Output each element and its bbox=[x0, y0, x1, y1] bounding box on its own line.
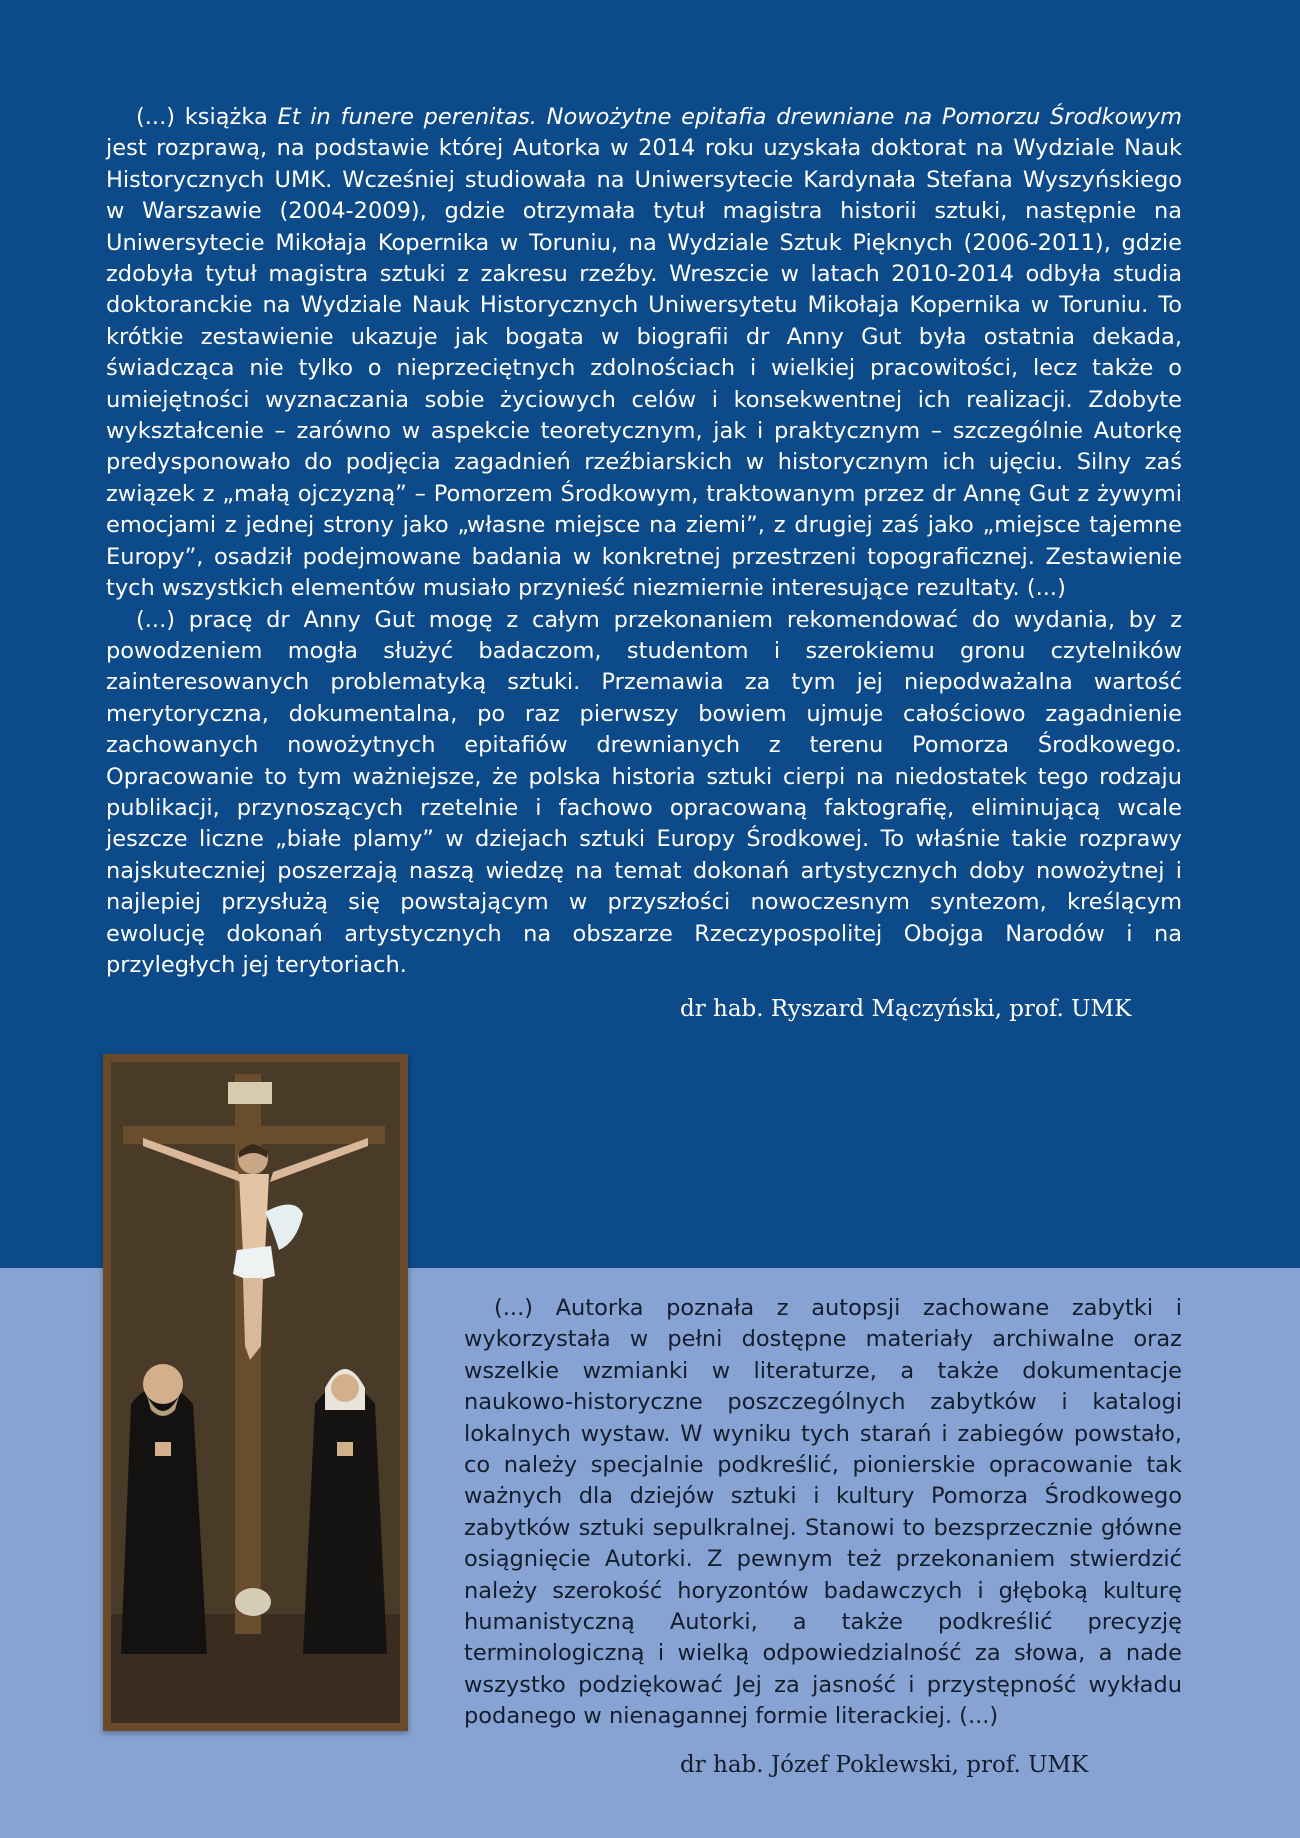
female-donor-face bbox=[331, 1374, 359, 1402]
male-donor-robe bbox=[121, 1385, 207, 1654]
review-text-poklewski bbox=[464, 1293, 1182, 1733]
review-2-paragraph: (...) Autorka poznała z autopsji zachowane zabytki i wykorzystała w pełni dostępne materiały archiwalne oraz wszelkie wzmianki w literaturze, a także dokumentacje naukowo-historyczne poszczególnych zabytków i katalogi lokalnych wystaw. W wyniku tych starań i zabiegów powstało, co należy specjalnie podkreślić, pionierskie opracowanie tak ważnych dla dziejów sztuki i kultury Pomorza Środkowego zabytków sztuki sepulkralnej. Stanowi to bezsprzecznie główne osiągnięcie Autorki. Z pewnym też przekonaniem stwierdzić należy szerokość horyzontów badawczych i głęboką kulturę humanistyczną Autorki, a także podkreślić precyzję terminologiczną i wielką odpowiedzialność za słowa, a nade wszystko podziękować Jej za jasność i przystępność wykładu podanego w nienagannej formie literackiej. (...) bbox=[464, 1295, 1182, 1730]
cross-horizontal-beam bbox=[123, 1126, 385, 1144]
review-1-paragraph-1-rest: jest rozprawą, na podstawie której Autorka w 2014 roku uzyskała doktorat na Wydziale Nauk Historycznych UMK. Wcześniej studiowała na Uniwersytecie Kardynała Stefana Wyszyńskiego w Warszawie (2004-2009), gdzie otrzymała tytuł magistra historii sztuki, następnie na Uniwersytecie Mikołaja Kopernika w Toruniu, na Wydziale Sztuk Pięknych (2006-2011), gdzie zdobyła tytuł magistra sztuki z zakresu rzeźby. Wreszcie w latach 2010-2014 odbyła studia doktoranckie na Wydziale Nauk Historycznych Uniwersytetu Mikołaja Kopernika w Toruniu. To krótkie zestawienie ukazuje jak bogata w biografii dr Anny Gut była ostatnia dekada, świadcząca nie tylko o nieprzeciętnych zdolnościach i wielkiej pracowitości, lecz także o umiejętności wyznaczania sobie życiowych celów i konsekwentnej ich realizacji. Zdobyte wykształcenie – zarówno w aspekcie teoretycznym, jak i praktycznym – szczególnie Autorkę predysponowało do podjęcia zagadnień rzeźbiarskich w historycznym ich ujęciu. Silny zaś związek z „małą ojczyzną” – Pomorzem Środkowym, traktowanym przez dr Annę Gut z żywymi emocjami z jednej strony jako „własne miejsce na ziemi”, z drugiej zaś jako „miejsce tajemne Europy”, osadził podejmowane badania w konkretnej przestrzeni topograficznej. Zestawienie tych wszystkich elementów musiało przynieść niezmiernie interesujące rezultaty. (...) bbox=[106, 135, 1182, 602]
skull-at-cross-foot bbox=[235, 1588, 271, 1616]
christ-torso bbox=[239, 1174, 269, 1254]
signature-poklewski: dr hab. Józef Poklewski, prof. UMK bbox=[680, 1752, 1089, 1778]
review-text-maczynski bbox=[106, 102, 1182, 981]
female-donor-robe bbox=[303, 1384, 387, 1654]
review-1-paragraph-1 bbox=[106, 102, 1182, 605]
signature-maczynski: dr hab. Ryszard Mączyński, prof. UMK bbox=[680, 996, 1132, 1022]
male-donor-head bbox=[143, 1364, 183, 1404]
male-donor-hands bbox=[155, 1442, 171, 1456]
book-title: Et in funere perenitas. Nowożytne epitafia drewniane na Pomorzu Środkowym bbox=[277, 104, 1182, 130]
female-donor-hands bbox=[337, 1442, 353, 1456]
epitaph-painting-crucifixion bbox=[103, 1054, 408, 1731]
review-1-paragraph-2: (...) pracę dr Anny Gut mogę z całym przekonaniem rekomendować do wydania, by z powodzeniem mogła służyć badaczom, studentom i szerokiemu gronu czytelników zainteresowanych problematyką sztuki. Przemawia za tym jej niepodważalna wartość merytoryczna, dokumentalna, po raz pierwszy bowiem ujmuje całościowo zagadnienie zachowanych nowożytnych epitafiów drewnianych z terenu Pomorza Środkowego. Opracowanie to tym ważniejsze, że polska historia sztuki cierpi na niedostatek tego rodzaju publikacji, przynoszących rzetelnie i fachowo opracowaną faktografię, eliminującą wcale jeszcze liczne „białe plamy” w dziejach sztuki Europy Środkowej. To właśnie takie rozprawy najskuteczniej poszerzają naszą wiedzę na temat dokonań artystycznych doby nowożytnej i najlepiej przysłużą się powstającym w przyszłości nowoczesnym syntezom, kreślącym ewolucję dokonań artystycznych na obszarze Rzeczypospolitej Obojga Narodów i na przyległych jej terytoriach. bbox=[106, 606, 1182, 978]
crucifixion-image bbox=[103, 1054, 408, 1731]
cross-titulus bbox=[228, 1082, 272, 1104]
review-1-opening: (...) książka bbox=[136, 104, 278, 130]
